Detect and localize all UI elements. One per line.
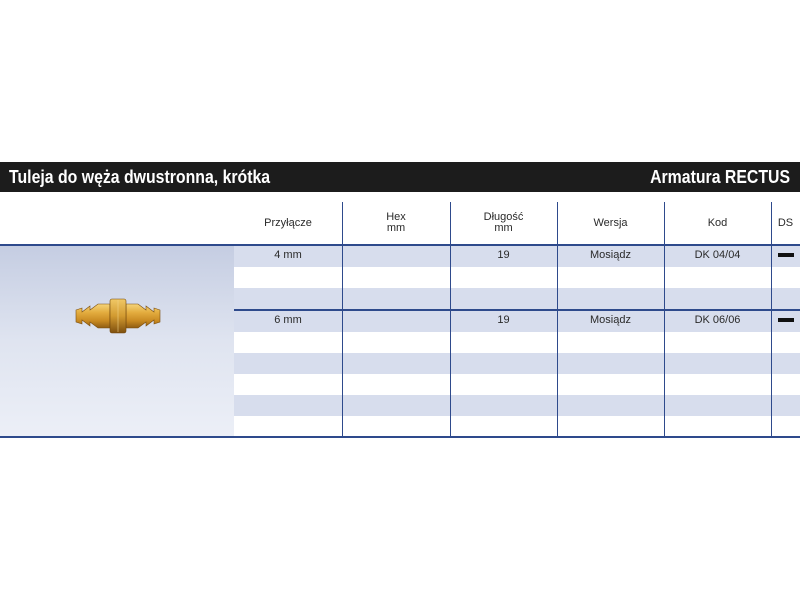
header-divider (342, 202, 343, 244)
column-header-hex (342, 202, 450, 244)
column-divider (557, 246, 558, 436)
table-row-empty (234, 267, 800, 288)
ds-availability-mark (778, 318, 794, 322)
table-row-empty (234, 353, 800, 374)
column-divider (771, 246, 772, 436)
table-row-empty (234, 288, 800, 309)
column-label: Długość (483, 211, 524, 223)
column-divider (450, 246, 451, 436)
title-bar (0, 162, 800, 192)
column-header-przylacze (234, 202, 342, 244)
cell-wersja: Mosiądz (590, 249, 631, 261)
column-label: Hex (386, 211, 406, 223)
column-header-wersja (557, 202, 664, 244)
table-row-empty (234, 374, 800, 395)
column-header-kod (664, 202, 771, 244)
table-row-empty (234, 332, 800, 353)
column-divider (342, 246, 343, 436)
product-image-panel (0, 246, 234, 436)
column-divider (664, 246, 665, 436)
brand-title: Armatura RECTUS (650, 166, 790, 187)
header-divider (664, 202, 665, 244)
product-title: Tuleja do węża dwustronna, krótka (9, 166, 271, 187)
table-bottom-rule (0, 436, 800, 438)
cell-hex (342, 246, 450, 267)
hose-connector-image (0, 246, 234, 436)
column-header-dlugosc (450, 202, 557, 244)
cell-kod: DK 04/04 (694, 249, 741, 261)
column-header-ds (771, 202, 800, 244)
cell-hex (342, 311, 450, 332)
cell-wersja: Mosiądz (590, 314, 631, 326)
column-label: DS (777, 216, 794, 229)
column-label: Kod (707, 216, 728, 229)
table-row (234, 246, 800, 267)
table-body (234, 246, 800, 436)
group-separator (234, 309, 800, 311)
header-divider (450, 202, 451, 244)
header-divider (557, 202, 558, 244)
table-row-empty (234, 395, 800, 416)
cell-przylacze: 6 mm (274, 314, 302, 326)
column-label: Przyłącze (264, 216, 312, 229)
column-unit: mm (386, 222, 406, 234)
table-header (0, 202, 800, 244)
cell-dlugosc: 19 (497, 249, 510, 261)
table-row-empty (234, 416, 800, 436)
ds-availability-mark (778, 253, 794, 257)
cell-przylacze: 4 mm (274, 249, 302, 261)
cell-dlugosc: 19 (497, 314, 510, 326)
column-label: Wersja (593, 216, 628, 229)
column-unit: mm (494, 222, 513, 234)
cell-kod: DK 06/06 (694, 314, 741, 326)
header-divider (771, 202, 772, 244)
table-row (234, 311, 800, 332)
